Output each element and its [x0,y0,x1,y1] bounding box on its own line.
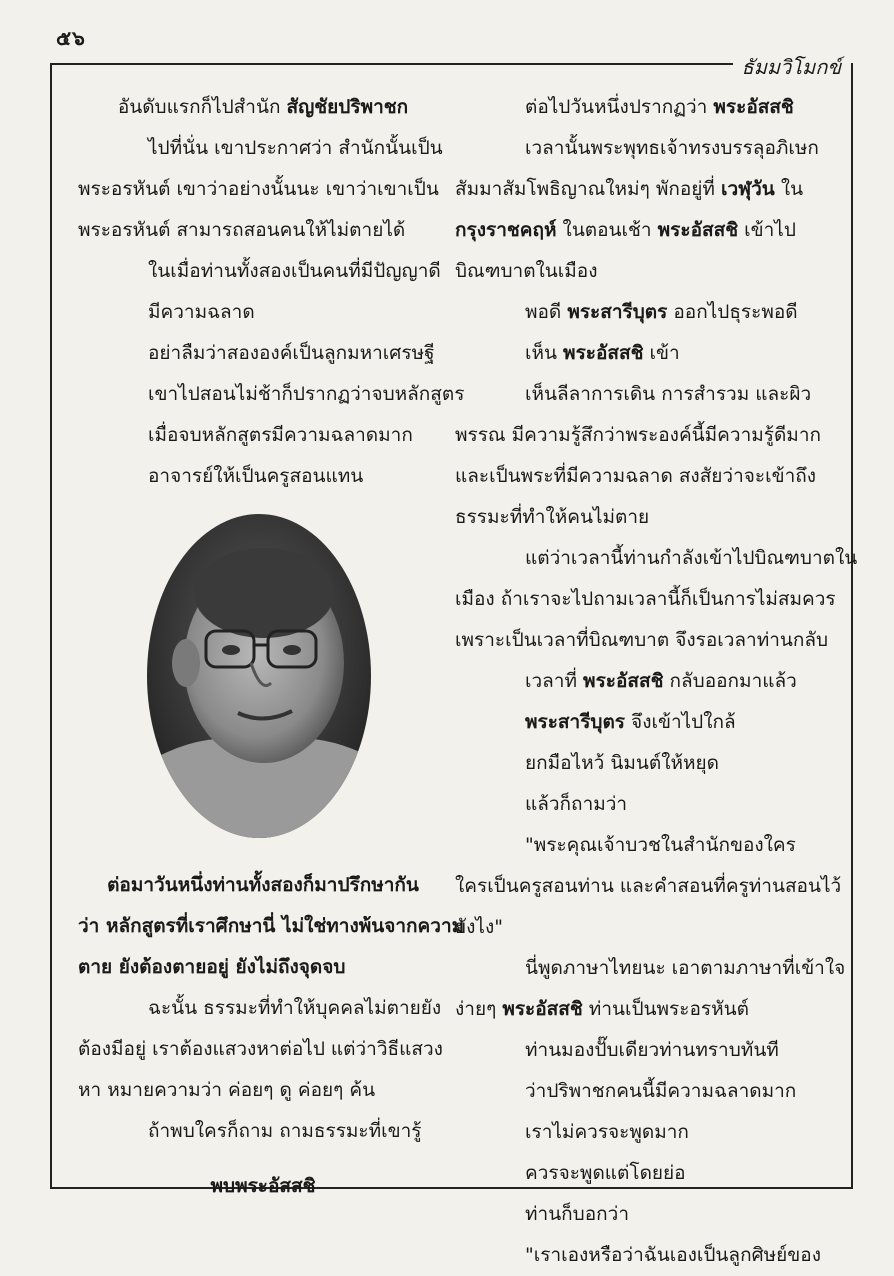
line-text: เข้า [643,342,680,364]
text-line [78,87,448,128]
line-text: ต้องมีอยู่ เราต้องแสวงหาต่อไป แต่ว่าวิธีแสวง [78,1038,443,1060]
text-line [455,538,858,579]
line-text: อันดับแรกก็ไปสำนัก [117,96,287,118]
line-text: นี่พูดภาษาไทยนะ เอาตามภาษาที่เข้าใจ [525,957,846,979]
bold-term: สัญชัยปริพาชก [286,96,409,118]
bold-term: พระอัสสชิ [502,998,583,1020]
line-text: ต่อไปวันหนึ่งปรากฏว่า [525,96,714,118]
line-text: ฉะนั้น ธรรมะที่ทำให้บุคคลไม่ตายยัง [148,997,442,1019]
text-line [455,210,831,251]
line-text: ยังไง" [455,916,503,938]
text-line [455,948,846,989]
line-text: เมือง ถ้าเราจะไปถามเวลานี้ก็เป็นการไม่สมควร [455,588,836,610]
line-text: เมื่อจบหลักสูตรมีความฉลาดมาก [148,424,413,446]
line-text: "เราเองหรือว่าฉันเองเป็นลูกศิษย์ของ [525,1244,821,1266]
text-line [78,456,448,497]
bold-term: พระอัสสชิ [583,670,664,692]
text-line [455,579,836,620]
bold-term: พระอัสสชิ [657,219,739,241]
text-line [78,169,448,210]
text-line [78,415,448,456]
line-text: ควรจะพูดแต่โดยย่อ [525,1162,686,1184]
left-column [78,87,465,1207]
left-paragraph-1 [78,87,465,497]
line-text: ใน [774,178,804,200]
text-line [455,1153,831,1194]
line-text: เข้าไป [738,219,796,241]
text-line [455,497,831,538]
line-text: เวลาที่ [525,670,584,692]
text-line [455,620,831,661]
line-text: ไปที่นั่น เขาประกาศว่า สำนักนั้นเป็น [148,137,443,159]
bold-term: พระอัสสชิ [563,342,644,364]
left-paragraph-2 [78,865,465,1152]
text-line [455,1235,831,1276]
line-text: แล้วก็ถามว่า [525,793,628,815]
bold-term: พระอัสสชิ [713,96,794,118]
text-line [455,743,831,784]
line-text: พระอรหันต์ สามารถสอนคนให้ไม่ตายได้ [78,219,406,241]
text-line [455,333,831,374]
line-text: ในเมื่อท่านทั้งสองเป็นคนที่มีปัญญาดี [148,260,441,282]
line-text: ถ้าพบใครก็ถาม ถามธรรมะที่เขารู้ [148,1120,422,1142]
line-text: ท่านก็บอกว่า [525,1203,629,1225]
text-line [78,1070,448,1111]
text-line [455,1071,831,1112]
line-text: เห็น [525,342,564,364]
portrait-photo [78,505,448,865]
text-line [78,865,448,906]
text-line [455,784,831,825]
line-text: เขาไปสอนไม่ช้าก็ปรากฏว่าจบหลักสูตร [148,383,465,405]
line-text: ออกไปธุระพอดี [667,301,798,323]
text-line [455,866,842,907]
text-line [455,1194,831,1235]
line-text: ในตอนเช้า [556,219,658,241]
line-text: ยกมือไหว้ นิมนต์ให้หยุด [525,752,719,774]
text-line [455,292,831,333]
text-line [78,1111,448,1152]
running-head: ธัมมวิโมกข์ [733,51,851,83]
text-line [78,1029,448,1070]
section-heading: พบพระอัสสชิ [210,1175,316,1197]
text-line [455,661,831,702]
text-line [78,374,465,415]
line-text: ว่าปริพาชกคนนี้มีความฉลาดมาก [525,1080,797,1102]
line-text: กลับออกมาแล้ว [663,670,797,692]
text-line [455,907,831,948]
text-line [455,415,831,456]
bold-term: เวฬุวัน [720,178,775,200]
line-text: อย่าลืมว่าสององค์เป็นลูกมหาเศรษฐี [148,342,435,364]
line-text: เพราะเป็นเวลาที่บิณฑบาต จึงรอเวลาท่านกลับ [455,629,829,651]
line-text: สัมมาสัมโพธิญาณใหม่ๆ พักอยู่ที่ [455,178,721,200]
text-line [78,906,465,947]
text-line [78,251,448,292]
bold-term: ตาย ยังต้องตายอยู่ ยังไม่ถึงจุดจบ [78,956,346,978]
bold-term: ต่อมาวันหนึ่งท่านทั้งสองก็มาปรึกษากัน [107,874,419,896]
line-text: อาจารย์ให้เป็นครูสอนแทน [148,465,364,487]
line-text: เวลานั้นพระพุทธเจ้าทรงบรรลุอภิเษก [525,137,819,159]
text-line [455,456,831,497]
line-text: ใครเป็นครูสอนท่าน และคำสอนที่ครูท่านสอนไว้ [455,875,842,897]
bold-term: กรุงราชคฤห์ [455,219,557,241]
line-text: บิณฑบาตในเมือง [455,260,598,282]
line-text: จึงเข้าไปใกล้ [625,711,736,733]
line-text: และเป็นพระที่มีความฉลาด สงสัยว่าจะเข้าถึง [455,465,817,487]
line-text: ท่านเป็นพระอรหันต์ [582,998,749,1020]
line-text: พอดี [525,301,568,323]
text-frame [50,55,858,1266]
text-line [455,169,831,210]
line-text: แต่ว่าเวลานี้ท่านกำลังเข้าไปบิณฑบาตใน [525,547,858,569]
text-line [78,210,448,251]
line-text: ธรรมะที่ทำให้คนไม่ตาย [455,506,650,528]
line-text: ท่านมองปั๊บเดียวท่านทราบทันที [525,1039,779,1061]
line-text: ง่ายๆ [455,998,503,1020]
text-line [78,947,448,988]
line-text: หา หมายความว่า ค่อยๆ ดู ค่อยๆ ค้น [78,1079,376,1101]
monk-portrait-image [146,513,372,839]
text-line [455,989,831,1030]
text-line [78,333,448,374]
line-text: มีความฉลาด [148,301,255,323]
bold-term: ว่า หลักสูตรที่เราศึกษานี่ ไม่ใช่ทางพ้นจากความ [78,915,465,937]
text-line [455,87,831,128]
bold-term: พระสารีบุตร [567,301,668,323]
line-text: เห็นลีลาการเดิน การสำรวม และผิว [525,383,812,405]
text-line [78,988,448,1029]
bold-term: พระสารีบุตร [525,711,626,733]
line-text: พรรณ มีความรู้สึกว่าพระองค์นี้มีความรู้ดีมาก [455,424,822,446]
text-line [78,292,448,333]
text-line [455,128,831,169]
text-line [455,374,831,415]
line-text: เราไม่ควรจะพูดมาก [525,1121,689,1143]
text-line [455,825,831,866]
page-number: ๕๖ [56,26,86,50]
line-text: "พระคุณเจ้าบวชในสำนักของใคร [525,834,796,856]
text-line [455,702,831,743]
text-line [455,251,831,292]
text-line [78,128,448,169]
text-line [455,1030,831,1071]
line-text: พระอรหันต์ เขาว่าอย่างนั้นนะ เขาว่าเขาเป็น [78,178,439,200]
right-column [455,87,858,1276]
text-line [455,1112,831,1153]
